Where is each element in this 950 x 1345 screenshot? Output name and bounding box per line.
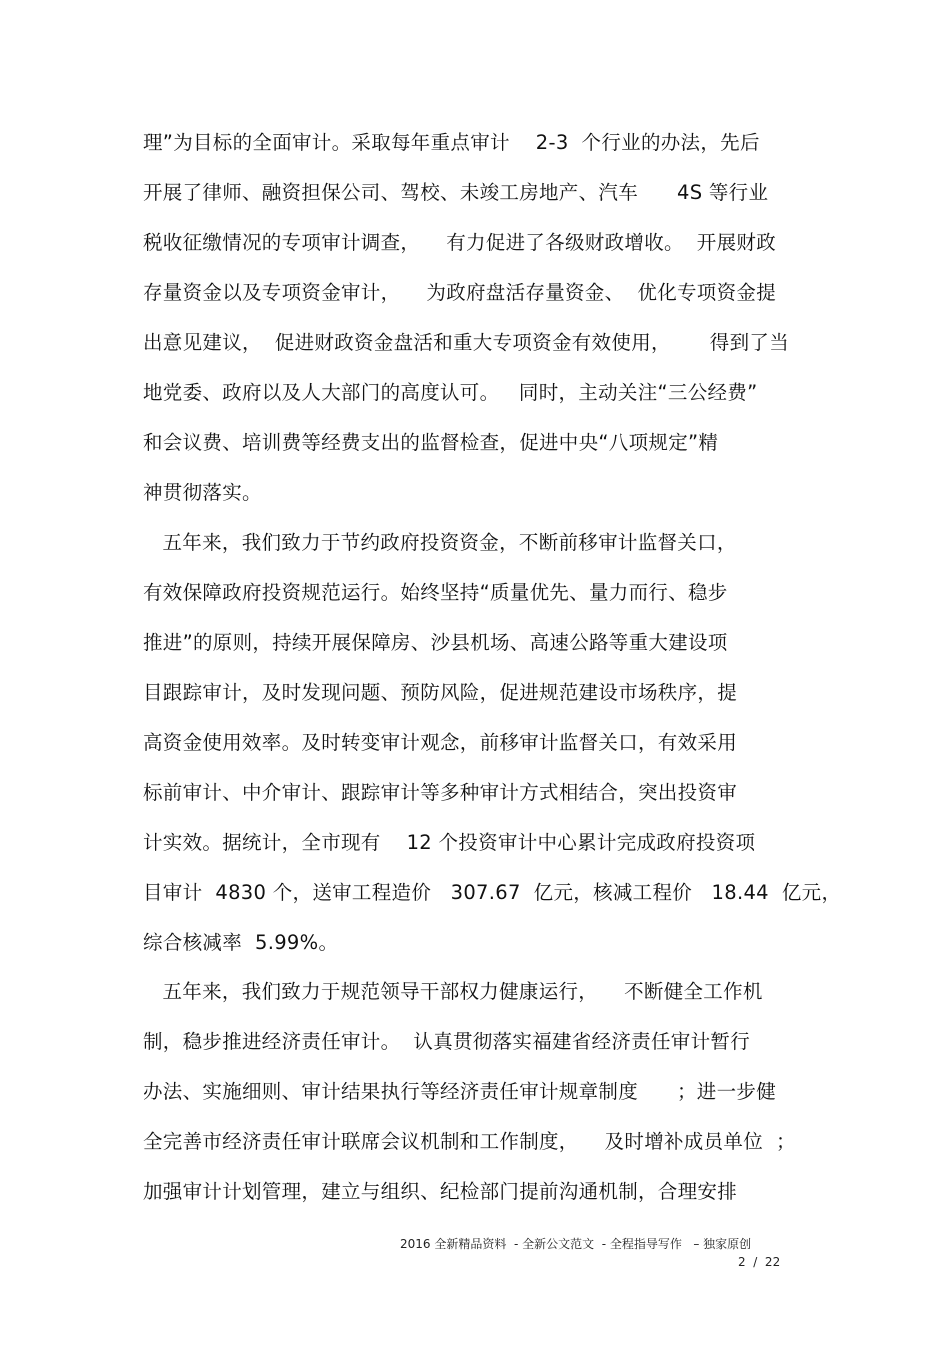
text-line: 办法、实施细则、审计结果执行等经济责任审计规章制度 ；进一步健 <box>143 1080 776 1103</box>
text-line: 有效保障政府投资规范运行。始终坚持“质量优先、量力而行、稳步 <box>143 581 728 604</box>
text-line: 计实效。据统计，全市现有 12 个投资审计中心累计完成政府投资项 <box>143 831 756 854</box>
text-line: 地党委、政府以及人大部门的高度认可。 同时，主动关注“三公经费” <box>143 381 758 404</box>
text-line: 加强审计计划管理，建立与组织、纪检部门提前沟通机制，合理安排 <box>143 1180 738 1203</box>
text-line: 开展了律师、融资担保公司、驾校、未竣工房地产、汽车 4S 等行业 <box>143 181 769 204</box>
text-line: 制，稳步推进经济责任审计。 认真贯彻落实福建省经济责任审计暂行 <box>143 1030 750 1053</box>
text-line: 高资金使用效率。及时转变审计观念，前移审计监督关口，有效采用 <box>143 731 738 754</box>
text-line: 五年来，我们致力于规范领导干部权力健康运行， 不断健全工作机 <box>143 980 763 1003</box>
text-line: 综合核减率 5.99%。 <box>143 931 339 954</box>
text-line: 推进”的原则，持续开展保障房、沙县机场、高速公路等重大建设项 <box>143 631 728 654</box>
text-line: 目跟踪审计，及时发现问题、预防风险，促进规范建设市场秩序，提 <box>143 681 738 704</box>
text-line: 标前审计、中介审计、跟踪审计等多种审计方式相结合，突出投资审 <box>143 781 738 804</box>
text-line: 存量资金以及专项资金审计， 为政府盘活存量资金、 优化专项资金提 <box>143 281 776 304</box>
text-line: 目审计 4830 个，送审工程造价 307.67 亿元，核减工程价 18.44 亿元， <box>143 881 842 904</box>
page-number: 2 / 22 <box>738 1255 781 1269</box>
text-line: 五年来，我们致力于节约政府投资资金，不断前移审计监督关口， <box>143 531 737 554</box>
text-line: 理”为目标的全面审计。采取每年重点审计 2-3 个行业的办法，先后 <box>143 131 760 154</box>
text-line: 全完善市经济责任审计联席会议机制和工作制度， 及时增补成员单位 ； <box>143 1130 796 1153</box>
text-line: 出意见建议， 促进财政资金盘活和重大专项资金有效使用， 得到了当 <box>143 331 789 354</box>
text-line: 神贯彻落实。 <box>143 481 262 504</box>
footer-tagline: 2016 全新精品资料 - 全新公文范文 - 全程指导写作 – 独家原创 <box>400 1237 752 1251</box>
text-line: 和会议费、培训费等经费支出的监督检查，促进中央“八项规定”精 <box>143 431 719 454</box>
text-line: 税收征缴情况的专项审计调查， 有力促进了各级财政增收。 开展财政 <box>143 231 776 254</box>
